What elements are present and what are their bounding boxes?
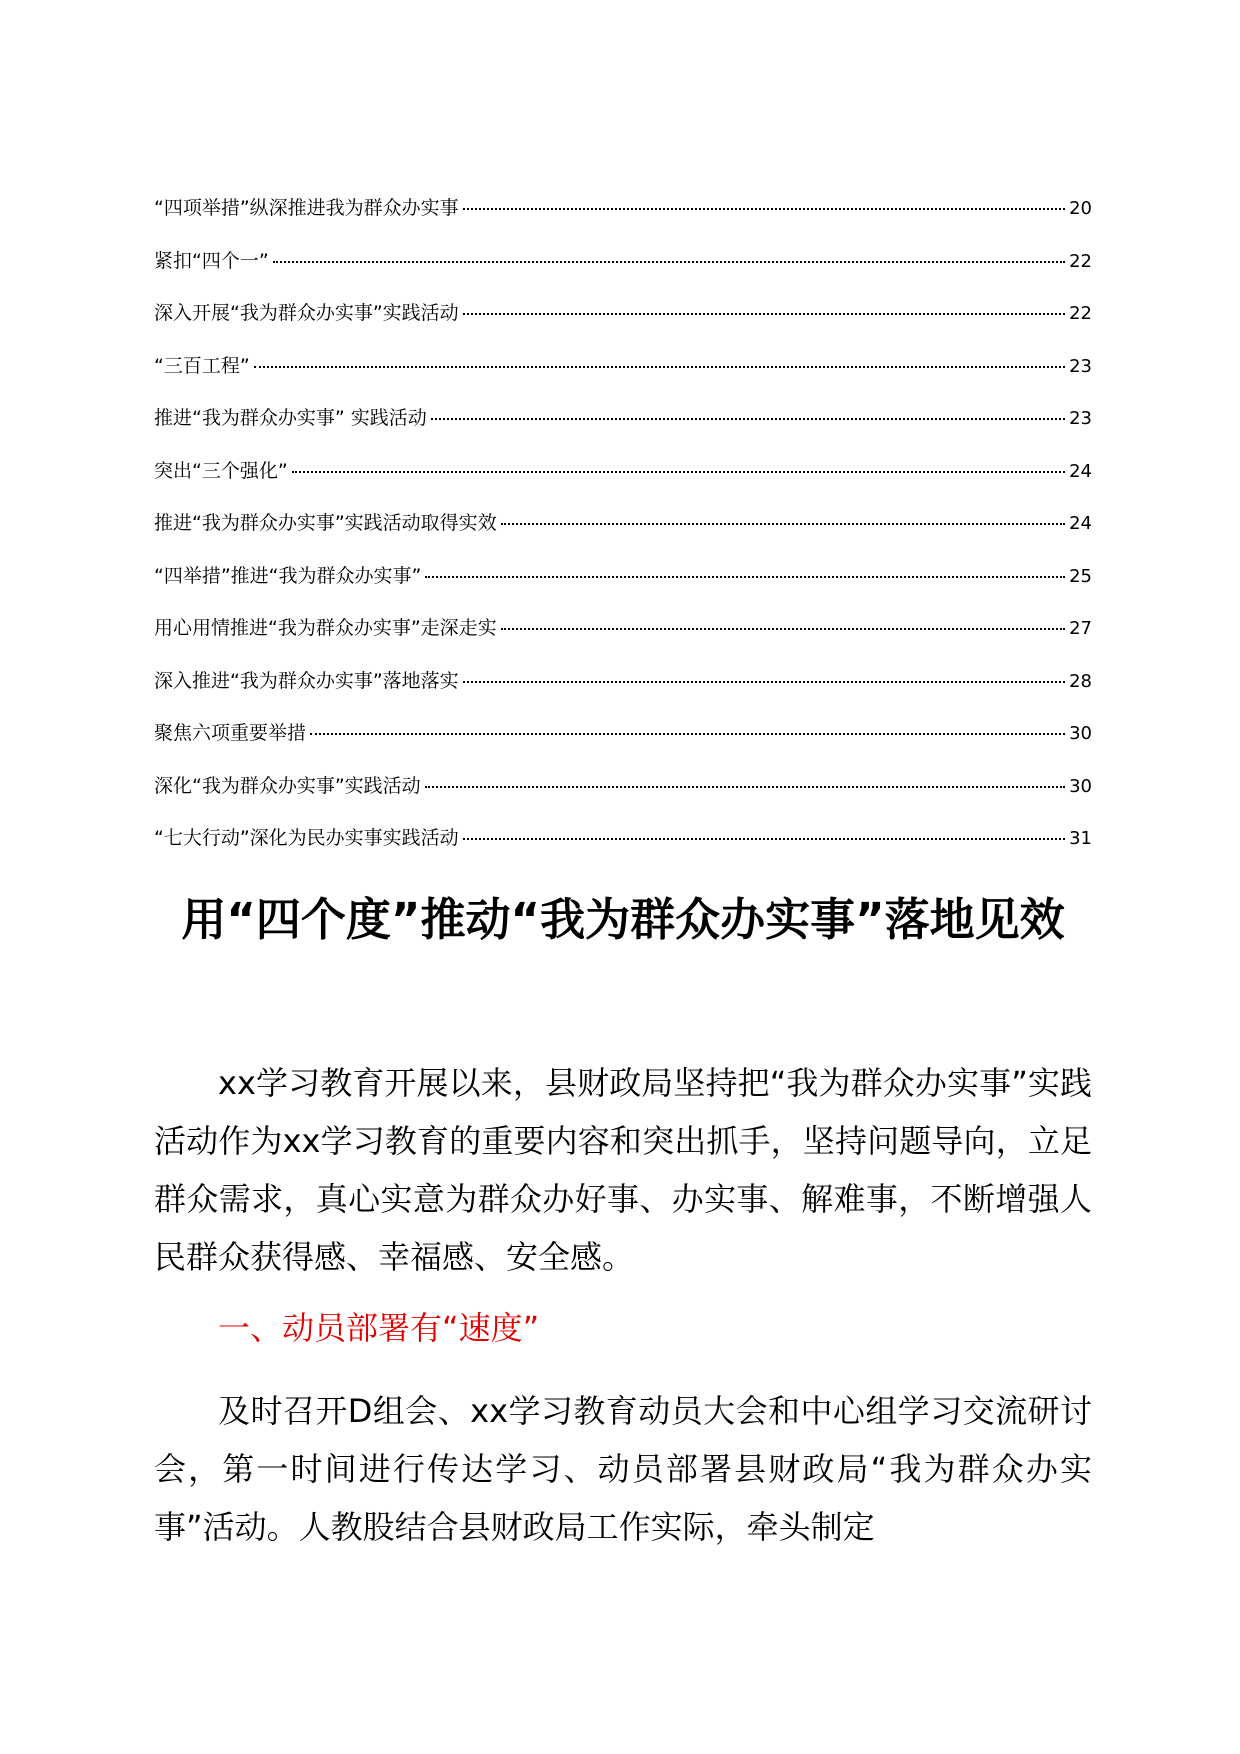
toc-entry[interactable] — [154, 249, 1092, 302]
article-title: 用“四个度”推动“我为群众办实事”落地见效 — [181, 893, 1065, 946]
toc-entry-title: “七大行动”深化为民办实事实践活动 — [154, 827, 459, 849]
toc-page-number: 30 — [1069, 775, 1092, 797]
toc-dot-leader — [463, 313, 1065, 315]
toc-dot-leader — [501, 523, 1065, 525]
toc-entry[interactable] — [154, 721, 1092, 774]
toc-dot-leader — [463, 681, 1065, 683]
toc-entry[interactable] — [154, 354, 1092, 407]
toc-page-number: 28 — [1069, 670, 1092, 692]
toc-entry[interactable] — [154, 564, 1092, 617]
toc-entry[interactable] — [154, 196, 1092, 249]
toc-entry[interactable] — [154, 511, 1092, 564]
toc-entry[interactable] — [154, 669, 1092, 722]
toc-page-number: 25 — [1069, 565, 1092, 587]
toc-entry[interactable] — [154, 459, 1092, 512]
toc-entry[interactable] — [154, 406, 1092, 459]
toc-entry-title: 突出“三个强化” — [154, 459, 288, 482]
toc-dot-leader — [463, 208, 1065, 210]
toc-entry-title: 推进“我为群众办实事”实践活动取得实效 — [154, 512, 497, 534]
toc-entry[interactable] — [154, 301, 1092, 354]
toc-page-number: 30 — [1069, 723, 1092, 744]
toc-page-number: 23 — [1069, 355, 1092, 377]
toc-dot-leader — [292, 471, 1065, 473]
toc-entry[interactable] — [154, 826, 1092, 879]
toc-entry-title: “四项举措”纵深推进我为群众办实事 — [154, 197, 459, 219]
toc-dot-leader — [273, 261, 1065, 263]
toc-entry-title: “三百工程” — [154, 354, 250, 377]
toc-entry-title: 深化“我为群众办实事”实践活动 — [154, 774, 421, 797]
table-of-contents — [154, 196, 1092, 879]
toc-dot-leader — [431, 418, 1065, 420]
toc-entry-title: 聚焦六项重要举措 — [154, 722, 307, 744]
toc-page-number: 27 — [1069, 618, 1092, 639]
toc-dot-leader — [501, 628, 1065, 630]
toc-dot-leader — [463, 838, 1065, 840]
toc-page-number: 22 — [1069, 250, 1092, 272]
toc-page-number: 24 — [1069, 513, 1092, 534]
toc-page-number: 23 — [1069, 408, 1092, 429]
toc-dot-leader — [310, 733, 1065, 735]
toc-dot-leader — [425, 576, 1065, 578]
toc-entry-title: 推进“我为群众办实事” 实践活动 — [154, 407, 427, 429]
toc-page-number: 24 — [1069, 460, 1092, 482]
toc-entry-title: 深入推进“我为群众办实事”落地落实 — [154, 669, 459, 692]
toc-page-number: 20 — [1069, 198, 1092, 219]
toc-entry-title: “四举措”推进“我为群众办实事” — [154, 564, 422, 587]
toc-dot-leader — [254, 366, 1065, 368]
toc-page-number: 31 — [1069, 828, 1092, 849]
toc-entry[interactable] — [154, 774, 1092, 827]
toc-dot-leader — [425, 786, 1065, 788]
toc-entry-title: 深入开展“我为群众办实事”实践活动 — [154, 302, 459, 324]
toc-entry[interactable] — [154, 616, 1092, 669]
body-paragraph: 及时召开D组会、xx学习教育动员大会和中心组学习交流研讨会，第一时间进行传达学习、动员部署县财政局“我为群众办实事”活动。人教股结合县财政局工作实际，牵头制定 — [154, 1392, 1092, 1546]
section-heading: 一、动员部署有“速度” — [218, 1309, 540, 1347]
toc-entry-title: 用心用情推进“我为群众办实事”走深走实 — [154, 617, 497, 639]
body-paragraph: xx学习教育开展以来，县财政局坚持把“我为群众办实事”实践活动作为xx学习教育的重要内容和突出抓手，坚持问题导向，立足群众需求，真心实意为群众办好事、办实事、解难事，不断增强人民群众获得感、幸福感、安全感。 — [154, 1064, 1092, 1276]
toc-entry-title: 紧扣“四个一” — [154, 249, 269, 272]
toc-page-number: 22 — [1069, 303, 1092, 324]
